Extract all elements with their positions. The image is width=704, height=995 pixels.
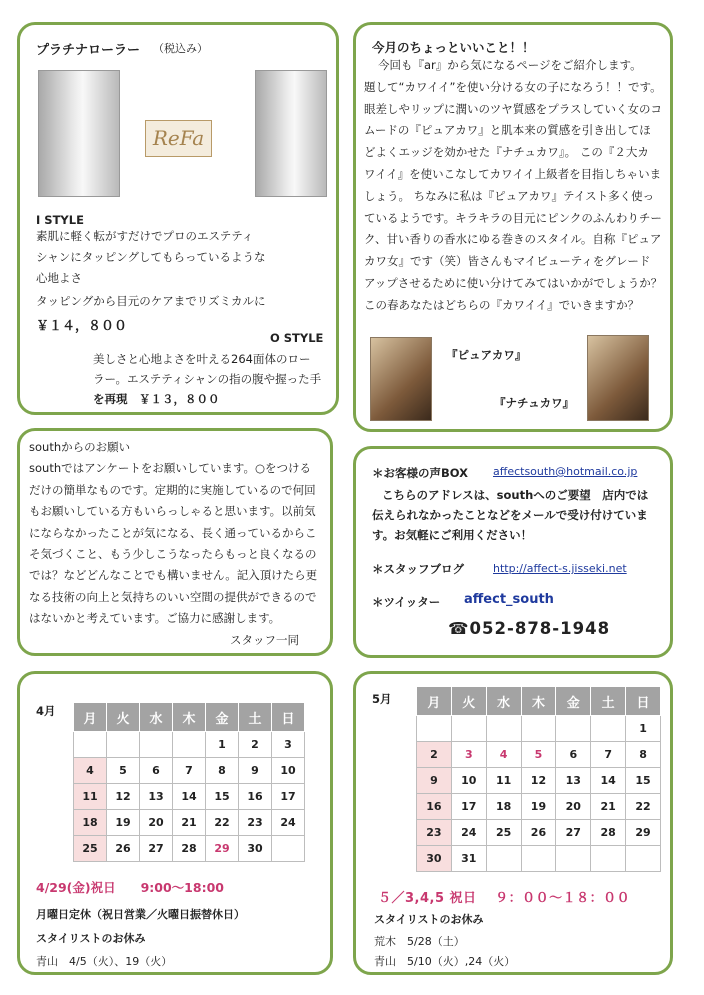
tips-line: アップさせるために使い分けてみてはいかがでしょうか？	[364, 275, 663, 290]
tips-line: カワ女』です（笑）皆さんもマイビューティをグレード	[364, 254, 651, 269]
may-label: 5月	[372, 692, 392, 706]
day-cell: 20	[556, 794, 591, 820]
natural-kawa-label: 『ナチュカワ』	[494, 396, 575, 410]
day-cell: 30	[239, 836, 272, 862]
request-line: southではアンケートをお願いしています。○をつける	[29, 461, 312, 476]
day-cell: 27	[556, 820, 591, 846]
day-cell: 28	[173, 836, 206, 862]
day-cell: 30	[417, 846, 452, 872]
day-cell: 8	[626, 742, 661, 768]
week-row	[417, 820, 661, 846]
i-style-line: シャンにタッピングしてもらっているような	[36, 250, 266, 264]
day-cell: 6	[140, 758, 173, 784]
week-row	[417, 794, 661, 820]
weekday-sun: 日	[626, 687, 661, 716]
day-cell: 31	[451, 846, 486, 872]
weekday-sun: 日	[272, 703, 305, 732]
week-row	[417, 768, 661, 794]
day-cell: 4	[74, 758, 107, 784]
twitter-label: ＊ツイッター	[372, 595, 441, 609]
contact-desc-line: こちらのアドレスは、southへのご要望 店内では	[382, 488, 649, 502]
weekday-wed: 水	[486, 687, 521, 716]
email-link[interactable]: affectsouth@hotmail.co.jp	[493, 465, 638, 478]
may-stylist-title: スタイリストのお休み	[374, 913, 484, 926]
week-row	[74, 836, 305, 862]
weekday-sat: 土	[591, 687, 626, 716]
request-line: だけの簡単なものです。定期的に実施しているので何回	[29, 482, 316, 497]
request-panel	[17, 428, 333, 656]
day-cell: 27	[140, 836, 173, 862]
weekday-thu: 木	[521, 687, 556, 716]
day-cell: 7	[173, 758, 206, 784]
day-cell: 8	[206, 758, 239, 784]
day-cell	[591, 716, 626, 742]
o-style-heading: O STYLE	[270, 331, 324, 345]
weekday-sat: 土	[239, 703, 272, 732]
tips-title: 今月のちょっといいこと！！	[372, 40, 535, 55]
day-cell: 6	[556, 742, 591, 768]
april-panel	[17, 671, 333, 975]
day-cell: 19	[521, 794, 556, 820]
request-line: にならなかったことが気になる、長く通っているからこ	[29, 525, 317, 540]
day-cell: 17	[451, 794, 486, 820]
tips-line: 眼差しやリップに潤いのツヤ質感をプラスしていく女のコ	[364, 101, 662, 116]
day-cell: 1	[206, 732, 239, 758]
april-closed-note: 月曜日定休（祝日営業／火曜日振替休日）	[36, 908, 245, 921]
request-line: では？などどんなことでも構いません。記入頂けたら更	[29, 568, 318, 583]
day-cell: 22	[626, 794, 661, 820]
i-style-heading: I STYLE	[36, 213, 84, 227]
day-cell: 16	[417, 794, 452, 820]
pure-kawa-label: 『ピュアカワ』	[446, 348, 527, 362]
day-cell: 15	[206, 784, 239, 810]
day-cell	[173, 732, 206, 758]
weekday-tue: 火	[107, 703, 140, 732]
day-cell: 24	[451, 820, 486, 846]
day-cell: 25	[74, 836, 107, 862]
day-cell: 1	[626, 716, 661, 742]
day-cell	[74, 732, 107, 758]
day-cell: 7	[591, 742, 626, 768]
day-cell	[556, 716, 591, 742]
week-row	[74, 758, 305, 784]
i-style-roller-image	[38, 70, 120, 197]
tips-line: 題して“カワイイ”を使い分ける女の子になろう！！です。	[364, 79, 662, 94]
april-stylist-line: 青山 4/5（火）、19（火）	[36, 955, 173, 968]
week-row	[74, 732, 305, 758]
day-cell: 11	[74, 784, 107, 810]
may-stylist-line: 青山 5/10（火）,24（火）	[374, 955, 516, 968]
day-cell: 11	[486, 768, 521, 794]
day-cell	[521, 716, 556, 742]
weekday-header	[74, 703, 305, 732]
o-style-line: 美しさと心地よさを叶える264面体のロー	[93, 352, 311, 366]
request-body	[29, 439, 329, 632]
day-cell: 28	[591, 820, 626, 846]
i-style-line: 心地よさ	[36, 271, 82, 285]
may-panel	[353, 671, 673, 975]
day-cell: 23	[239, 810, 272, 836]
day-cell	[417, 716, 452, 742]
staff-blog-label: ＊スタッフブログ	[372, 562, 464, 576]
day-cell: 3	[451, 742, 486, 768]
week-row	[417, 742, 661, 768]
i-style-line: 素肌に軽く転がすだけでプロのエステティ	[36, 229, 254, 243]
day-cell: 29	[206, 836, 239, 862]
product-title: プラチナローラー	[36, 43, 141, 58]
day-cell	[486, 716, 521, 742]
request-signature: スタッフ一同	[230, 633, 299, 647]
tips-line: ムードの『ピュアカワ』と肌本来の質感を引き出してほ	[364, 123, 651, 138]
pure-kawa-photo	[370, 337, 432, 421]
weekday-fri: 金	[206, 703, 239, 732]
day-cell: 9	[417, 768, 452, 794]
day-cell	[486, 846, 521, 872]
day-cell: 4	[486, 742, 521, 768]
phone-number: ☎052-878-1948	[448, 619, 611, 638]
day-cell: 2	[239, 732, 272, 758]
weekday-header	[417, 687, 661, 716]
day-cell: 24	[272, 810, 305, 836]
weekday-wed: 水	[140, 703, 173, 732]
i-style-line: タッピングから目元のケアまでリズミカルに	[36, 294, 266, 308]
day-cell: 9	[239, 758, 272, 784]
o-style-line: ラー。エステティシャンの指の腹や握った手	[93, 372, 322, 386]
request-heading: southからのお願い	[29, 440, 131, 454]
day-cell: 14	[591, 768, 626, 794]
day-cell: 5	[521, 742, 556, 768]
weekday-mon: 月	[74, 703, 107, 732]
tips-body	[364, 57, 674, 319]
request-line: そ気づくこと、もう少しこうなったらもっと良くなるの	[29, 546, 317, 561]
day-cell	[556, 846, 591, 872]
tips-line: ク、甘い香りの香水にゆる巻きのスタイル。自称『ピュア	[364, 232, 662, 247]
may-calendar	[416, 686, 661, 872]
april-stylist-title: スタイリストのお休み	[36, 932, 146, 945]
tips-line: この春あなたはどちらの『カワイイ』でいきますか？	[364, 297, 640, 312]
day-cell: 10	[451, 768, 486, 794]
weekday-thu: 木	[173, 703, 206, 732]
week-row	[74, 810, 305, 836]
natural-kawa-photo	[587, 335, 649, 421]
weekday-fri: 金	[556, 687, 591, 716]
contact-desc-line: す。お気軽にご利用ください！	[372, 528, 533, 542]
o-style-price-line: を再現 ￥１３，８００	[93, 392, 220, 406]
day-cell	[626, 846, 661, 872]
day-cell: 12	[521, 768, 556, 794]
tips-panel	[353, 22, 673, 432]
tips-line: しょう。 ちなみに私は『ピュアカワ』テイスト多く使っ	[364, 188, 655, 203]
day-cell	[451, 716, 486, 742]
day-cell: 22	[206, 810, 239, 836]
day-cell: 18	[74, 810, 107, 836]
day-cell: 5	[107, 758, 140, 784]
day-cell: 26	[521, 820, 556, 846]
tax-note: （税込み）	[153, 42, 208, 55]
tips-line: ワイイ』を使いこなしてカワイイ上級者を目指しちゃいま	[364, 166, 662, 181]
week-row	[417, 846, 661, 872]
contact-desc-line: 伝えられなかったことなどをメールで受け付けていま	[372, 508, 648, 522]
product-panel	[17, 22, 339, 415]
may-holiday-hours: ５／3,4,5 祝日 ９：００〜１８：００	[378, 891, 631, 906]
day-cell	[521, 846, 556, 872]
april-holiday-hours: 4/29(金)祝日 9:00〜18:00	[36, 880, 224, 895]
weekday-tue: 火	[451, 687, 486, 716]
may-stylist-line: 荒木 5/28（土）	[374, 935, 465, 948]
day-cell: 17	[272, 784, 305, 810]
day-cell: 14	[173, 784, 206, 810]
tips-line: ているようです。キラキラの目元にピンクのふんわりチー	[364, 210, 662, 225]
day-cell: 18	[486, 794, 521, 820]
voice-box-label: ＊お客様の声BOX	[372, 466, 468, 480]
day-cell: 2	[417, 742, 452, 768]
day-cell: 13	[556, 768, 591, 794]
april-label: 4月	[36, 704, 56, 718]
day-cell: 20	[140, 810, 173, 836]
day-cell: 16	[239, 784, 272, 810]
day-cell: 21	[173, 810, 206, 836]
april-calendar	[73, 702, 305, 862]
o-style-roller-image	[255, 70, 327, 197]
day-cell	[107, 732, 140, 758]
i-style-price: ￥１４，８００	[36, 319, 128, 334]
day-cell: 21	[591, 794, 626, 820]
day-cell	[140, 732, 173, 758]
day-cell: 3	[272, 732, 305, 758]
day-cell: 29	[626, 820, 661, 846]
day-cell: 26	[107, 836, 140, 862]
day-cell: 13	[140, 784, 173, 810]
staff-blog-link[interactable]: http://affect-s.jisseki.net	[493, 562, 627, 575]
request-line: もお願いしている方もいらっしゃると思います。以前気	[29, 504, 316, 519]
day-cell: 10	[272, 758, 305, 784]
week-row	[74, 784, 305, 810]
week-row	[417, 716, 661, 742]
day-cell: 23	[417, 820, 452, 846]
day-cell: 25	[486, 820, 521, 846]
refa-logo: ReFa	[145, 120, 212, 157]
day-cell	[272, 836, 305, 862]
day-cell: 15	[626, 768, 661, 794]
tips-line: 今回も『ar』から気になるページをご紹介します。	[378, 58, 642, 72]
request-line: はないかと考えています。ご協力に感謝します。	[29, 611, 281, 626]
twitter-handle[interactable]: affect_south	[464, 592, 554, 607]
day-cell: 12	[107, 784, 140, 810]
tips-line: どよくエッジを効かせた『ナチュカワ』。 この『２大カ	[364, 145, 649, 160]
request-line: なる技術の向上と気持ちのいい空間の提供ができるので	[29, 589, 317, 604]
contact-panel	[353, 446, 673, 658]
weekday-mon: 月	[417, 687, 452, 716]
day-cell: 19	[107, 810, 140, 836]
day-cell	[591, 846, 626, 872]
